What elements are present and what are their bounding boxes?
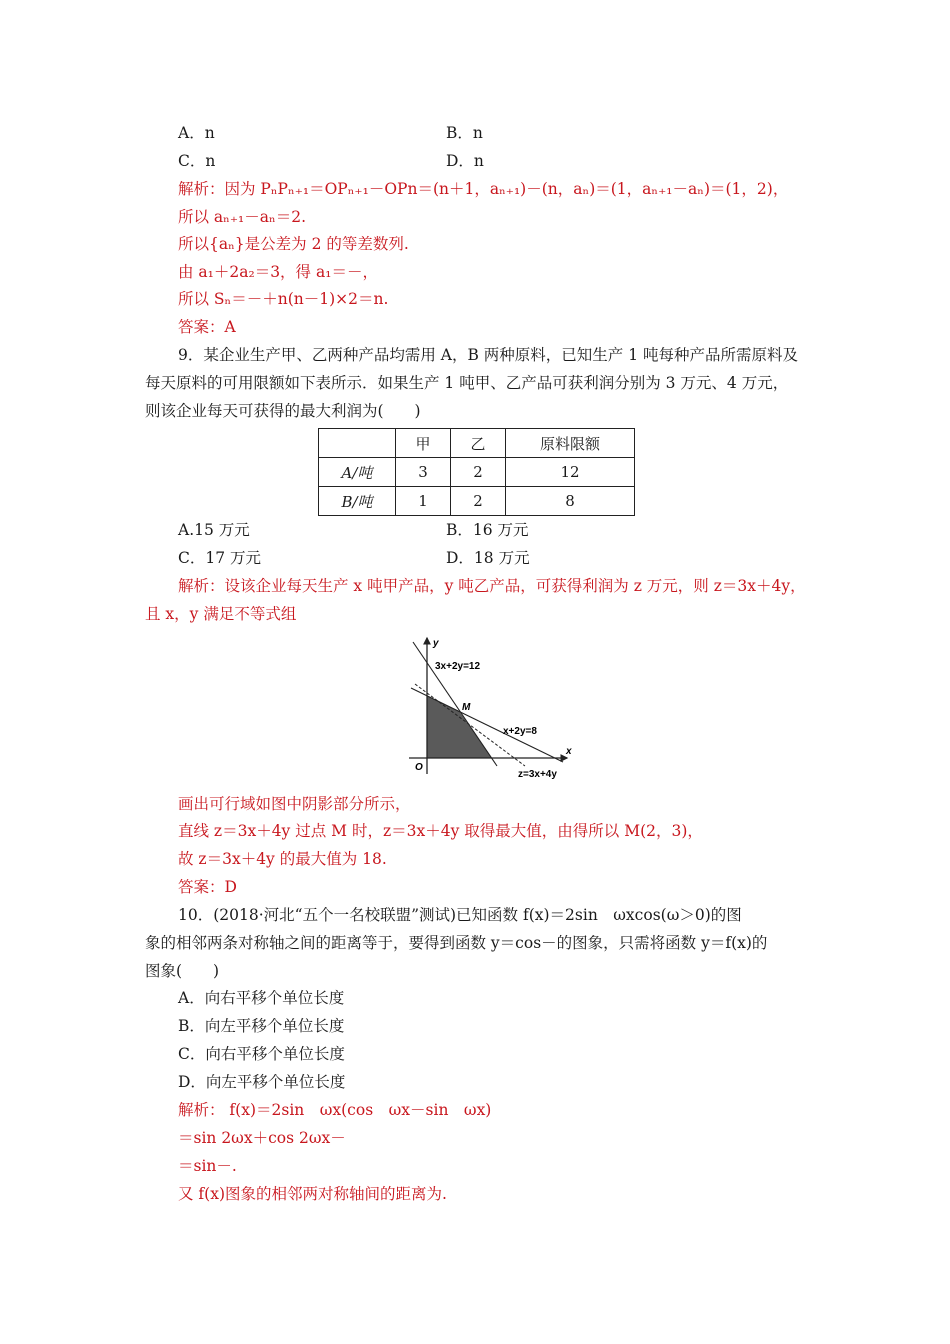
line-1-label: 3x+2y=12 <box>435 661 481 672</box>
table-cell: 3 <box>396 458 451 487</box>
q9-option-c: C．17 万元 <box>178 549 262 567</box>
q10-solution-line-1: 解析： f(x)＝2sin ωx(cos ωx－sin ωx) <box>178 1101 492 1119</box>
q10-stem-line-3: 图象( ) <box>145 962 220 980</box>
q10-solution-line-3: ＝sin－. <box>178 1157 237 1175</box>
q8-option-d: D．n <box>446 152 484 170</box>
table-row <box>319 458 635 487</box>
q9-option-a: A.15 万元 <box>178 521 250 539</box>
q9-stem-line-3: 则该企业每天可获得的最大利润为( ) <box>145 402 421 420</box>
origin-label: O <box>415 762 423 773</box>
q10-option-d: D．向左平移个单位长度 <box>178 1073 346 1091</box>
q10-solution-line-2: ＝sin 2ωx＋cos 2ωx－ <box>178 1129 346 1147</box>
table-cell: 2 <box>451 487 506 516</box>
table-cell: A/吨 <box>319 458 396 487</box>
point-m-label: M <box>462 702 471 713</box>
table-header-cell: 甲 <box>396 429 451 458</box>
q8-solution-line-5: 所以 Sₙ＝－＋n(n－1)×2＝n. <box>178 290 389 308</box>
q9-solution-line-5: 故 z＝3x＋4y 的最大值为 18. <box>178 850 387 868</box>
shaded-region <box>427 696 492 758</box>
q9-solution-line-3: 画出可行域如图中阴影部分所示， <box>178 795 411 813</box>
table-cell: 1 <box>396 487 451 516</box>
q9-stem-line-1: 9．某企业生产甲、乙两种产品均需用 A，B 两种原料，已知生产 1 吨每种产品所需原料及 <box>178 346 799 364</box>
q8-answer: 答案：A <box>178 318 236 336</box>
table-row <box>319 487 635 516</box>
table-cell: 8 <box>506 487 635 516</box>
table-header-cell: 原料限额 <box>506 429 635 458</box>
x-axis-label: x <box>566 746 572 757</box>
q8-option-a: A．n <box>178 124 215 142</box>
q9-solution-line-1: 解析：设该企业每天生产 x 吨甲产品，y 吨乙产品，可获得利润为 z 万元，则 z＝3x＋4y， <box>178 577 806 595</box>
y-axis-label: y <box>433 638 439 649</box>
table-cell: 2 <box>451 458 506 487</box>
q10-option-c: C．向右平移个单位长度 <box>178 1045 345 1063</box>
line-2-label: x+2y=8 <box>503 726 537 737</box>
feasible-region-figure <box>395 632 595 782</box>
q10-stem-line-1: 10．(2018·河北“五个一名校联盟”测试)已知函数 f(x)＝2sin ωxcos(ω＞0)的图 <box>178 906 742 924</box>
table-header-cell <box>319 429 396 458</box>
q9-material-table <box>318 428 635 516</box>
q10-option-b: B．向左平移个单位长度 <box>178 1017 345 1035</box>
line-3-label: z=3x+4y <box>518 769 557 780</box>
table-cell: 12 <box>506 458 635 487</box>
q9-answer: 答案：D <box>178 878 237 896</box>
q8-option-b: B．n <box>446 124 483 142</box>
q10-option-a: A．向右平移个单位长度 <box>178 989 345 1007</box>
q9-option-d: D．18 万元 <box>446 549 530 567</box>
q9-solution-line-4: 直线 z＝3x＋4y 过点 M 时，z＝3x＋4y 取得最大值，由得所以 M(2，3)， <box>178 822 703 840</box>
q8-solution-line-3: 所以{aₙ}是公差为 2 的等差数列. <box>178 235 409 253</box>
table-cell: B/吨 <box>319 487 396 516</box>
q8-solution-line-4: 由 a₁＋2a₂＝3，得 a₁＝－， <box>178 263 378 281</box>
q10-solution-line-4: 又 f(x)图象的相邻两对称轴间的距离为. <box>178 1185 447 1203</box>
q9-stem-line-2: 每天原料的可用限额如下表所示．如果生产 1 吨甲、乙产品可获利润分别为 3 万元、4 万元， <box>145 374 789 392</box>
table-header-cell: 乙 <box>451 429 506 458</box>
q8-solution-line-1: 解析：因为 PₙPₙ₊₁＝OPₙ₊₁－OPn＝(n＋1，aₙ₊₁)－(n，aₙ)＝(1，aₙ₊₁－aₙ)＝(1，2)， <box>178 180 789 198</box>
q10-stem-line-2: 象的相邻两条对称轴之间的距离等于，要得到函数 y＝cos－的图象，只需将函数 y＝f(x)的 <box>145 934 768 952</box>
table-header-row <box>319 429 635 458</box>
q9-option-b: B．16 万元 <box>446 521 529 539</box>
q8-solution-line-2: 所以 aₙ₊₁－aₙ＝2. <box>178 208 307 226</box>
q8-option-c: C．n <box>178 152 216 170</box>
q9-solution-line-2: 且 x，y 满足不等式组 <box>145 605 297 623</box>
